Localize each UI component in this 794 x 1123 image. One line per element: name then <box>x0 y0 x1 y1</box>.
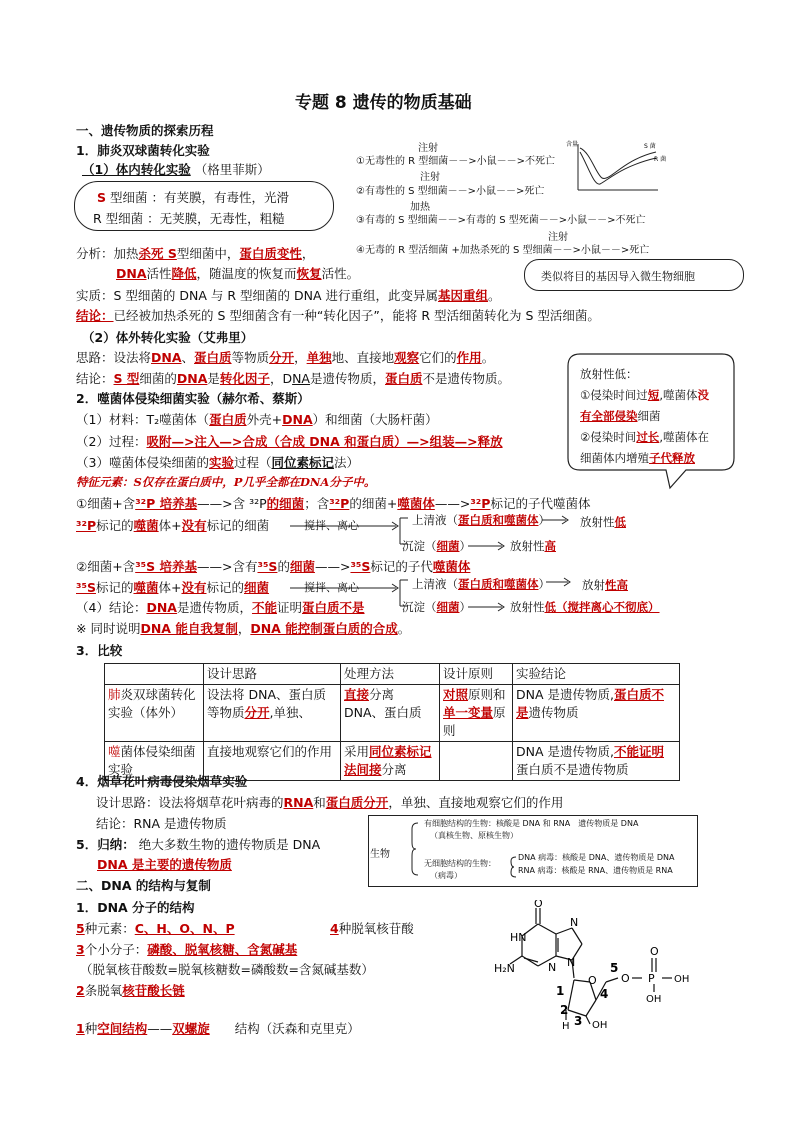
s2-k3: 细菌 <box>289 559 315 574</box>
table-cell <box>204 685 341 742</box>
c2l4a: 细菌体内增殖 <box>580 451 649 465</box>
f1-b: 标记的 <box>96 518 134 533</box>
atom-h-2prime: H <box>562 1021 570 1032</box>
j4-t3: 证明 <box>277 600 303 615</box>
f2-bot: 沉淀（ <box>402 600 437 614</box>
conclusion-text: 已经被加热杀死的 S 型细菌含有一种“转化因子”，能将 R 型活细菌转化为 S 型活细菌。 <box>113 308 600 323</box>
tmv-k2: 蛋白质分开 <box>325 795 389 810</box>
ch-t0: 条脱氧 <box>84 983 123 998</box>
r2c4k: 不能证明 <box>613 744 664 759</box>
r2c4b: 蛋白质不是遗传物质 <box>516 762 629 777</box>
atom-n3: N <box>548 961 557 974</box>
carbon-1-label: 1 <box>556 984 565 998</box>
org-nocell: 无细胞结构的生物： <box>424 859 496 868</box>
atom-hn: HN <box>510 931 527 944</box>
s1-t3: ；含 <box>304 496 330 511</box>
c2l4k: 子代释放 <box>649 451 695 465</box>
s2-k4: ³⁵S <box>350 559 371 574</box>
s-r-bacteria-bubble <box>74 181 334 231</box>
idea-t7: 。 <box>481 350 495 365</box>
section-1-2-heading: 2．噬菌体侵染细菌实验（赫尔希、蔡斯） <box>76 391 310 406</box>
r1c2k: 直接 <box>344 687 370 702</box>
callout2-line-1 <box>580 385 709 406</box>
tmv-idea-line <box>96 793 563 811</box>
note-t1: ※ 同时说明 <box>76 621 141 636</box>
s-bacteria-curve <box>580 148 656 178</box>
analysis-text-6: 活性。 <box>321 266 360 281</box>
analysis-text-1: 分析：加热 <box>76 246 139 261</box>
mat-t2: 外壳+ <box>246 412 283 427</box>
f1-e: 没有 <box>181 518 207 533</box>
r1c1k: 分开 <box>244 705 270 720</box>
f2-botk: 细菌 <box>436 600 460 614</box>
conclusion-4-line <box>76 598 365 616</box>
section-1-5-line <box>76 835 320 853</box>
s15-t1: 5． <box>76 837 98 852</box>
atom-n9: N <box>567 956 576 969</box>
c2-k2: DNA <box>176 371 208 386</box>
invivo-label: （1）体内转化实验 <box>82 162 191 177</box>
proc-k1: 吸附—>注入—>合成（合成 DNA 和蛋白质）—>组装—>释放 <box>146 434 503 449</box>
inject-label-1: 注射 <box>418 143 438 154</box>
flow-1-bottom-result <box>510 538 556 554</box>
c2-t1: 结论： <box>76 371 114 386</box>
analysis-key-2: 蛋白质变性 <box>239 246 302 261</box>
essence-end: 。 <box>488 288 501 303</box>
r2c4a: DNA 是遗传物质, <box>516 744 614 759</box>
table-cell: 直接地观察它们的作用 <box>204 742 341 781</box>
f1-a: ³²P <box>76 518 97 533</box>
flow-1-stir: 搅拌、离心 <box>304 519 359 532</box>
s1-t1: ①细菌+含 <box>76 496 136 511</box>
f1-topr: 放射性 <box>580 515 615 529</box>
s1-k2: 的细菌 <box>266 496 305 511</box>
s-bacteria-line <box>97 188 289 206</box>
tmv-t2: 和 <box>313 795 326 810</box>
conclusion-key: 结论： <box>76 308 114 323</box>
analysis-key-5: 恢复 <box>296 266 322 281</box>
essence-text: 实质：S 型细菌的 DNA 与 R 型细菌的 DNA 进行重组，此变异属 <box>76 288 438 303</box>
r1c3b: 原则 <box>443 705 506 738</box>
atom-h2n: H₂N <box>494 962 515 975</box>
atom-n7: N <box>570 916 579 929</box>
s2-k2: ³⁵S <box>257 559 278 574</box>
essence-line <box>76 286 501 304</box>
c2l1a: ①侵染时间过 <box>580 388 648 402</box>
f2-c: 噬菌 <box>133 580 159 595</box>
flow-1-supernatant <box>412 512 550 528</box>
org-cell: 有细胞结构的生物：核酸是 DNA 和 RNA 遗传物质是 DNA <box>424 819 639 828</box>
note-k2: DNA 能控制蛋白质的合成 <box>250 621 398 636</box>
p3-k2: 同位素标记 <box>271 455 335 470</box>
idea-k5: 观察 <box>394 350 420 365</box>
page-title: 专题 8 遗传的物质基础 <box>295 93 472 113</box>
j4-t1: （4）结论： <box>76 600 147 615</box>
s2-t3: 的 <box>277 559 290 574</box>
s1-t4: 的细菌+ <box>349 496 398 511</box>
s2-t1: ②细菌+含 <box>76 559 136 574</box>
r1c4b: 遗传物质 <box>528 705 579 720</box>
c2l3a: ②侵染时间 <box>580 430 637 444</box>
graph-y-label: 含量 <box>566 141 579 148</box>
analysis-text-2: 型细菌中， <box>176 246 240 261</box>
c2l2k: 有全部侵染 <box>580 409 638 423</box>
ch-k1: 核苷酸长链 <box>122 983 185 998</box>
f2-top: 上清液（ <box>412 577 458 591</box>
low-radioactivity-callout <box>580 364 709 469</box>
gene-transfer-callout-text: 类似将目的基因导入微生物细胞 <box>541 270 695 283</box>
atom-p: P <box>648 972 655 985</box>
analysis-key-4: 降低 <box>171 266 197 281</box>
el-t0: 种元素： <box>84 921 135 936</box>
r1c0a: 肺 <box>108 687 121 702</box>
f2-topr: 放射 <box>582 578 605 592</box>
r1c1b: ,单独、 <box>269 705 312 720</box>
sp-t1: —— <box>147 1021 173 1036</box>
table-header: 设计原则 <box>440 664 513 685</box>
flow-2-sediment <box>402 599 471 615</box>
f2-b: 标记的 <box>95 580 134 595</box>
org-nocell-2: （病毒） <box>430 871 462 880</box>
r2c2a: 采用 <box>344 744 370 759</box>
c2-k3: 转化因子 <box>219 371 270 386</box>
callout2-line-2 <box>580 406 709 427</box>
r1c4k: 蛋白质不是 <box>516 687 664 720</box>
c2l1k: 短 <box>647 388 660 402</box>
f1-botk: 细菌 <box>436 539 460 553</box>
p3-t2: 过程（ <box>233 455 272 470</box>
s2-t2: ——>含有 <box>197 559 258 574</box>
c2l3b: ,噬菌体在 <box>659 430 709 444</box>
c2-k1: S 型 <box>113 371 140 386</box>
r1c3k2: 单一变量 <box>443 705 494 720</box>
f2-topk: 蛋白质和噬菌体 <box>458 577 539 591</box>
c2-k5: 蛋白质 <box>385 371 423 386</box>
inject-label-3: 注射 <box>548 232 568 243</box>
el-t2: 种脱氧核苷酸 <box>338 921 414 936</box>
experiment-line-3: ③有毒的 S 型细菌－－>有毒的 S 型死菌－－>小鼠－－>不死亡 <box>356 215 646 226</box>
table-cell <box>513 742 680 781</box>
nucleotide-types <box>330 919 414 937</box>
r2c0b: 菌体侵染细菌实验 <box>108 744 196 777</box>
section-2-1-heading: 1．DNA 分子的结构 <box>76 900 195 915</box>
table-header <box>105 664 204 685</box>
f1-top: 上清液（ <box>412 513 458 527</box>
atom-o-ester: O <box>621 972 630 985</box>
idea-t1: 思路：设法将 <box>76 350 152 365</box>
f1-topend: ） <box>538 513 550 527</box>
mat-k1: 蛋白质 <box>209 412 247 427</box>
sp-t2: 结构（沃森和克里克） <box>209 1021 360 1036</box>
idea-k4: 单独 <box>306 350 332 365</box>
atom-oh-phosphate-1: OH <box>646 994 662 1005</box>
table-header: 实验结论 <box>513 664 680 685</box>
el-k0: 5 <box>76 921 85 936</box>
table-cell <box>105 685 204 742</box>
org-root: 生物 <box>370 849 390 860</box>
flow-2-supernatant <box>412 576 550 592</box>
s1-k4: 噬菌体 <box>397 496 435 511</box>
s2-k5: 噬菌体 <box>432 559 471 574</box>
idea-t3: 等物质 <box>231 350 270 365</box>
s15-t2: 绝大多数生物的遗传物质是 DNA <box>138 837 321 852</box>
table-cell <box>341 685 440 742</box>
idea-t2: 、 <box>181 350 195 365</box>
r2c2k: 同位素标记法间接 <box>344 744 432 777</box>
f2-botr: 放射性 <box>510 600 545 614</box>
sp-k2: 双螺旋 <box>172 1021 210 1036</box>
comparison-table <box>104 663 680 781</box>
proc-t1: （2）过程： <box>76 434 147 449</box>
idea-t4: ， <box>294 350 307 365</box>
f2-topend: ） <box>538 577 550 591</box>
conclusion-line-1 <box>76 306 600 324</box>
tmv-k1: RNA <box>283 795 314 810</box>
s2-k1: ³⁵S 培养基 <box>135 559 197 574</box>
section-1-4-heading: 4．烟草花叶病毒侵染烟草实验 <box>76 774 248 789</box>
invitro-heading: （2）体外转化实验（艾弗里） <box>82 330 254 345</box>
tmv-conclusion: 结论：RNA 是遗传物质 <box>96 816 227 831</box>
section-1-heading: 一、遗传物质的探索历程 <box>76 123 214 138</box>
gene-transfer-callout <box>524 259 744 291</box>
tmv-t3: ，单独、直接地观察它们的作用 <box>388 795 564 810</box>
c2-t6: 不是遗传物质。 <box>422 371 511 386</box>
j4-t2: 是遗传物质， <box>176 600 252 615</box>
el-k2: 4 <box>330 921 339 936</box>
f2-botend: ） <box>459 600 471 614</box>
r1c4a: DNA 是遗传物质, <box>516 687 614 702</box>
note-t3: 。 <box>397 621 411 636</box>
f2-toprk: 性高 <box>605 578 628 592</box>
r2c2b: 分离 <box>381 762 407 777</box>
table-header: 设计思路 <box>204 664 341 685</box>
j4-k1: DNA <box>146 600 177 615</box>
c2l2b: 细菌 <box>637 409 661 423</box>
atom-o-ring: O <box>588 974 597 987</box>
graph-s-label: S 菌 <box>644 143 656 150</box>
tmv-t1: 设计思路：设法将烟草花叶病毒的 <box>96 795 284 810</box>
experiment-line-4: ④无毒的 R 型活细菌 +加热杀死的 S 型细菌－－>小鼠－－>死亡 <box>356 245 650 256</box>
f1-bot: 沉淀（ <box>402 539 437 553</box>
analysis-line-2 <box>116 264 359 282</box>
p3-t1: （3）噬菌体侵染细菌的 <box>76 455 209 470</box>
section-2-heading: 二、DNA 的结构与复制 <box>76 878 211 893</box>
idea-line <box>76 348 494 366</box>
experiment-line-1: ①无毒性的 R 型细菌－－>小鼠－－>不死亡 <box>356 156 556 167</box>
analysis-line-1 <box>76 244 314 262</box>
f2-e: 没有 <box>181 580 207 595</box>
c2l1b: ,噬菌体 <box>659 388 698 402</box>
s2-t5: 标记的子代 <box>370 559 433 574</box>
invivo-author: （格里菲斯） <box>194 162 270 177</box>
inject-label-2: 注射 <box>420 172 440 183</box>
idea-k6: 作用 <box>456 350 482 365</box>
idea-k1: DNA <box>151 350 182 365</box>
carbon-2-label: 2 <box>560 1003 569 1017</box>
idea-t6: 它们的 <box>419 350 457 365</box>
f1-botr: 放射性 <box>510 539 545 553</box>
r1c3k1: 对照 <box>443 687 469 702</box>
f1-c: 噬菌 <box>133 518 159 533</box>
molecules-line <box>76 940 297 958</box>
s15-k1: 归纳： <box>97 837 135 852</box>
spatial-structure-line <box>76 1019 360 1037</box>
flow-1-top-result <box>580 514 626 530</box>
ratio-line: （脱氧核苷酸数=脱氧核糖数=磷酸数=含氮碱基数） <box>80 962 374 977</box>
main-genetic-material: DNA 是主要的遗传物质 <box>97 857 232 872</box>
f1-topk: 蛋白质和噬菌体 <box>458 513 539 527</box>
p3-k1: 实验 <box>208 455 234 470</box>
ch-k0: 2 <box>76 983 85 998</box>
r1c3a: 原则和 <box>468 687 506 702</box>
table-header: 处理方法 <box>341 664 440 685</box>
s1-t2: ——>含 ³²P <box>197 496 267 511</box>
r1c2a: 分离 DNA、蛋白质 <box>344 687 422 720</box>
f1-d: 体+ <box>158 518 182 533</box>
atom-oh-3prime: OH <box>592 1020 608 1031</box>
note-line <box>76 619 410 637</box>
carbon-5-label: 5 <box>610 961 619 975</box>
flow-2-top-result <box>582 577 628 593</box>
callout2-line-3 <box>580 427 709 448</box>
f1-f: 标记的细菌 <box>206 518 270 533</box>
analysis-key-1: 杀死 S <box>138 246 177 261</box>
org-cell-2: （真核生物、原核生物） <box>430 831 518 840</box>
chains-line <box>76 981 185 999</box>
c2-t2: 细菌的 <box>139 371 177 386</box>
idea-k2: 蛋白质 <box>194 350 232 365</box>
s1-k1: ³²P 培养基 <box>135 496 198 511</box>
c2-k4: NA <box>292 371 310 386</box>
atom-o-carbonyl: O <box>534 900 543 910</box>
note-t2: ， <box>237 621 251 636</box>
material-line <box>76 410 438 428</box>
analysis-text-5: ，随温度的恢复而 <box>196 266 297 281</box>
c2-t5: 是遗传物质， <box>309 371 385 386</box>
flow-2-bottom-result <box>510 599 660 615</box>
invivo-heading <box>82 160 270 178</box>
s-bacteria-text: 型细菌 ：有荚膜，有毒性，光滑 <box>110 190 289 205</box>
flow-1-bottom-arrow <box>468 540 508 552</box>
process-3-line <box>76 453 359 471</box>
f2-g: 细菌 <box>244 580 270 595</box>
table-cell <box>341 742 440 781</box>
table-cell <box>513 685 680 742</box>
sp-k1: 空间结构 <box>97 1021 148 1036</box>
idea-k3: 分开 <box>269 350 295 365</box>
atom-o-phosphate: O <box>650 945 659 958</box>
s2-t4: ——> <box>314 559 351 574</box>
c2l3k: 过长 <box>636 430 660 444</box>
r-bacteria-curve <box>580 152 656 184</box>
process-line <box>76 432 503 450</box>
s1-t6: 标记的子代噬菌体 <box>490 496 591 511</box>
flow-2-bottom-arrow <box>468 601 508 613</box>
callout2-title: 放射性低： <box>580 367 638 381</box>
mat-k2: DNA <box>282 412 313 427</box>
flow-1-start <box>76 516 269 534</box>
deoxyguanosine-monophosphate-structure <box>486 900 706 1036</box>
analysis-text-3: ， <box>301 246 315 261</box>
f2-f: 标记的 <box>206 580 244 595</box>
atom-oh-phosphate-2: OH <box>674 974 690 985</box>
f2-botrk: 低（搅拌离心不彻底） <box>544 600 660 614</box>
table-row <box>105 685 680 742</box>
experiment-line-2: ②有毒性的 S 型细菌－－>小鼠－－>死亡 <box>356 186 545 197</box>
s-letter: S <box>97 190 107 205</box>
elements-line <box>76 919 235 937</box>
org-rna-virus: RNA 病毒：核酸是 RNA、遗传物质是 RNA <box>518 866 673 875</box>
table-cell <box>440 742 513 781</box>
flow-2-stir: 搅拌、离心 <box>304 581 359 594</box>
sp-k0: 1 <box>76 1021 85 1036</box>
r-bacteria-line: R 型细菌 ：无荚膜，无毒性，粗糙 <box>93 211 285 226</box>
section-1-1-heading: 1．肺炎双球菌转化实验 <box>76 143 210 158</box>
mol-t0: 个小分子： <box>84 942 148 957</box>
mol-k0: 3 <box>76 942 85 957</box>
j4-k2: 不能 <box>251 600 277 615</box>
r1c1a: 设法将 DNA、蛋白质等物质 <box>207 687 327 720</box>
mat-t1: （1）材料：T₂噬菌体（ <box>76 412 210 427</box>
c2l1c: 没 <box>697 388 709 402</box>
analysis-key-3: DNA <box>116 266 147 281</box>
f2-a: ³⁵S <box>76 580 96 595</box>
c2-t3: 是 <box>207 371 220 386</box>
idea-t5: 地、直接地 <box>331 350 395 365</box>
f1-botend: ） <box>459 539 471 553</box>
graph-r-label: R 菌 <box>654 156 667 163</box>
c2-t4: ，D <box>269 371 293 386</box>
analysis-text-4: 活性 <box>146 266 172 281</box>
el-k1: C、H、O、N、P <box>134 921 235 936</box>
f1-botrk: 高 <box>544 539 556 553</box>
table-cell <box>440 685 513 742</box>
bacteria-growth-graph <box>566 138 670 196</box>
mol-k1: 磷酸、脱氧核糖、含氮碱基 <box>147 942 298 957</box>
p3-t3: 法） <box>334 455 360 470</box>
flow-2-start <box>76 578 269 596</box>
section-1-3-heading: 3．比较 <box>76 643 123 658</box>
heat-label: 加热 <box>410 202 430 213</box>
callout2-line-4 <box>580 448 709 469</box>
note-k1: DNA 能自我复制 <box>140 621 238 636</box>
r1c0b: 炎双球菌转化实验（体外） <box>108 687 196 720</box>
s1-k5: ³²P <box>470 496 491 511</box>
sp-t0: 种 <box>84 1021 98 1036</box>
s1-t5: ——> <box>434 496 471 511</box>
flow-1-sediment <box>402 538 471 554</box>
s1-k3: ³²P <box>329 496 350 511</box>
j4-k3: 蛋白质不是 <box>302 600 365 615</box>
conclusion-line-2 <box>76 369 510 387</box>
carbon-4-label: 4 <box>600 987 609 1001</box>
f1-toprk: 低 <box>614 515 626 529</box>
carbon-3-label: 3 <box>574 1014 583 1028</box>
r2c0a: 噬 <box>108 744 121 759</box>
mat-t3: ）和细菌（大肠杆菌） <box>312 412 438 427</box>
essence-key: 基因重组 <box>438 288 489 303</box>
hint-line: 特征元素：S仅存在蛋白质中，P几乎全都在DNA分子中。 <box>76 475 376 489</box>
org-dna-virus: DNA 病毒：核酸是 DNA、遗传物质是 DNA <box>518 853 675 862</box>
f2-d: 体+ <box>158 580 182 595</box>
table-header-row <box>105 664 680 685</box>
